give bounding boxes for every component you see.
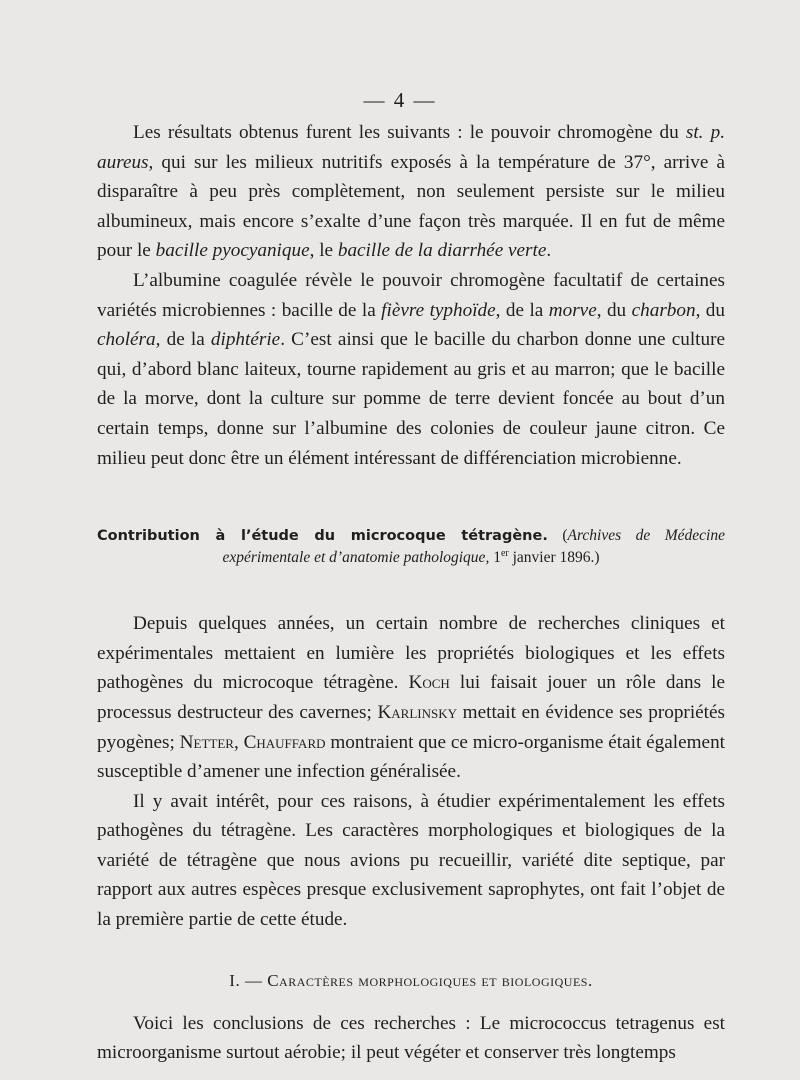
- section-number: I. —: [229, 970, 268, 990]
- section-heading: [97, 971, 725, 991]
- page-number: — 4 —: [363, 88, 437, 112]
- text-run: lui faisait jouer un rôle dans le processus destructeur des cavernes;: [97, 672, 725, 723]
- text-run: montraient que ce micro-organisme était également susceptible d’amener une infection généralisée.: [97, 731, 725, 783]
- author-name: Karlinsky: [377, 701, 458, 723]
- text-run: L’albumine coagulée révèle le pouvoir chromogène facultatif de certaines variétés microbiennes : bacille de la: [97, 269, 725, 321]
- species-name: bacille pyocyanique: [155, 240, 310, 262]
- text-run: , de la: [155, 329, 211, 351]
- text-run: , qui sur les milieux nutritifs exposés à la température de 37°, arrive à disparaître à peu près complètement, non seulement persiste sur le milieu albumineux, mais encore s’exalte d’une façon très marquée. Il en fut de même pour le: [97, 151, 725, 262]
- text-run: .: [546, 240, 552, 262]
- text-run: Les résultats obtenus furent les suivants : le pouvoir chromogène du: [133, 122, 686, 143]
- author-name: Koch: [408, 672, 450, 694]
- contribution-date: janvier 1896.): [508, 549, 600, 567]
- paragraph-albumine: [97, 266, 725, 473]
- text-run: mettait en évidence ses propriétés pyogènes;: [97, 701, 725, 753]
- species-name: st. p. aureus: [97, 122, 725, 173]
- text-run: , le: [309, 240, 338, 262]
- author-name: Netter: [179, 731, 234, 753]
- contribution-title: Contribution à l’étude du microcoque tétragène.: [97, 528, 548, 545]
- contribution-source: Archives de Médecine expérimentale et d’anatomie pathologique,: [222, 527, 725, 567]
- disease-name: choléra: [97, 329, 156, 351]
- text-run: Depuis quelques années, un certain nombre de recherches cliniques et expérimentales mettaient en lumière les propriétés biologiques et les effets pathogènes du microcoque tétragène.: [97, 613, 725, 694]
- ordinal-suffix: er: [500, 547, 509, 559]
- author-name: Chauffard: [243, 731, 326, 753]
- paragraph-interest: Il y avait intérêt, pour ces raisons, à étudier expérimentalement les effets pathogènes du tétragène. Les caractères morphologiques et biologiques de la variété de tétragène que nous avions pu recueillir, variété dite septique, par rapport aux autres espèces presque exclusivement saprophytes, ont fait l’objet de la première partie de cette étude.: [97, 790, 725, 931]
- text-run: , de la: [495, 299, 549, 321]
- disease-name: diphtérie: [210, 329, 281, 351]
- section-title: Caractères morphologiques et biologiques.: [267, 970, 593, 990]
- text-run: ,: [233, 731, 244, 753]
- page-content: [97, 118, 725, 1068]
- text-run: , du: [695, 299, 725, 321]
- disease-name: charbon: [631, 299, 696, 321]
- text-run: . C’est ainsi que le bacille du charbon donne une culture qui, d’abord blanc laiteux, tourne rapidement au gris et au marron; que le bacille de la morve, dont la culture sur pomme de terre devient foncée au bout d’un certain temps, donne sur l’albumine des colonies de couleur jaune citron. Ce milieu peut donc être un élément intéressant de différenciation microbienne.: [97, 329, 725, 469]
- species-name: bacille de la diarrhée verte: [337, 240, 547, 262]
- paragraph-introduction: [97, 609, 725, 787]
- contribution-date: 1: [489, 549, 501, 567]
- contribution-heading: [97, 525, 725, 569]
- paragraph-results: [97, 118, 725, 266]
- disease-name: morve: [548, 299, 597, 321]
- text-run: (: [547, 527, 568, 545]
- text-run: , du: [596, 299, 632, 321]
- paragraph-conclusions: Voici les conclusions de ces recherches : Le micrococcus tetragenus est microorganisme surtout aérobie; il peut végéter et conserver très longtemps: [97, 1012, 725, 1064]
- disease-name: fièvre typhoïde: [381, 299, 496, 321]
